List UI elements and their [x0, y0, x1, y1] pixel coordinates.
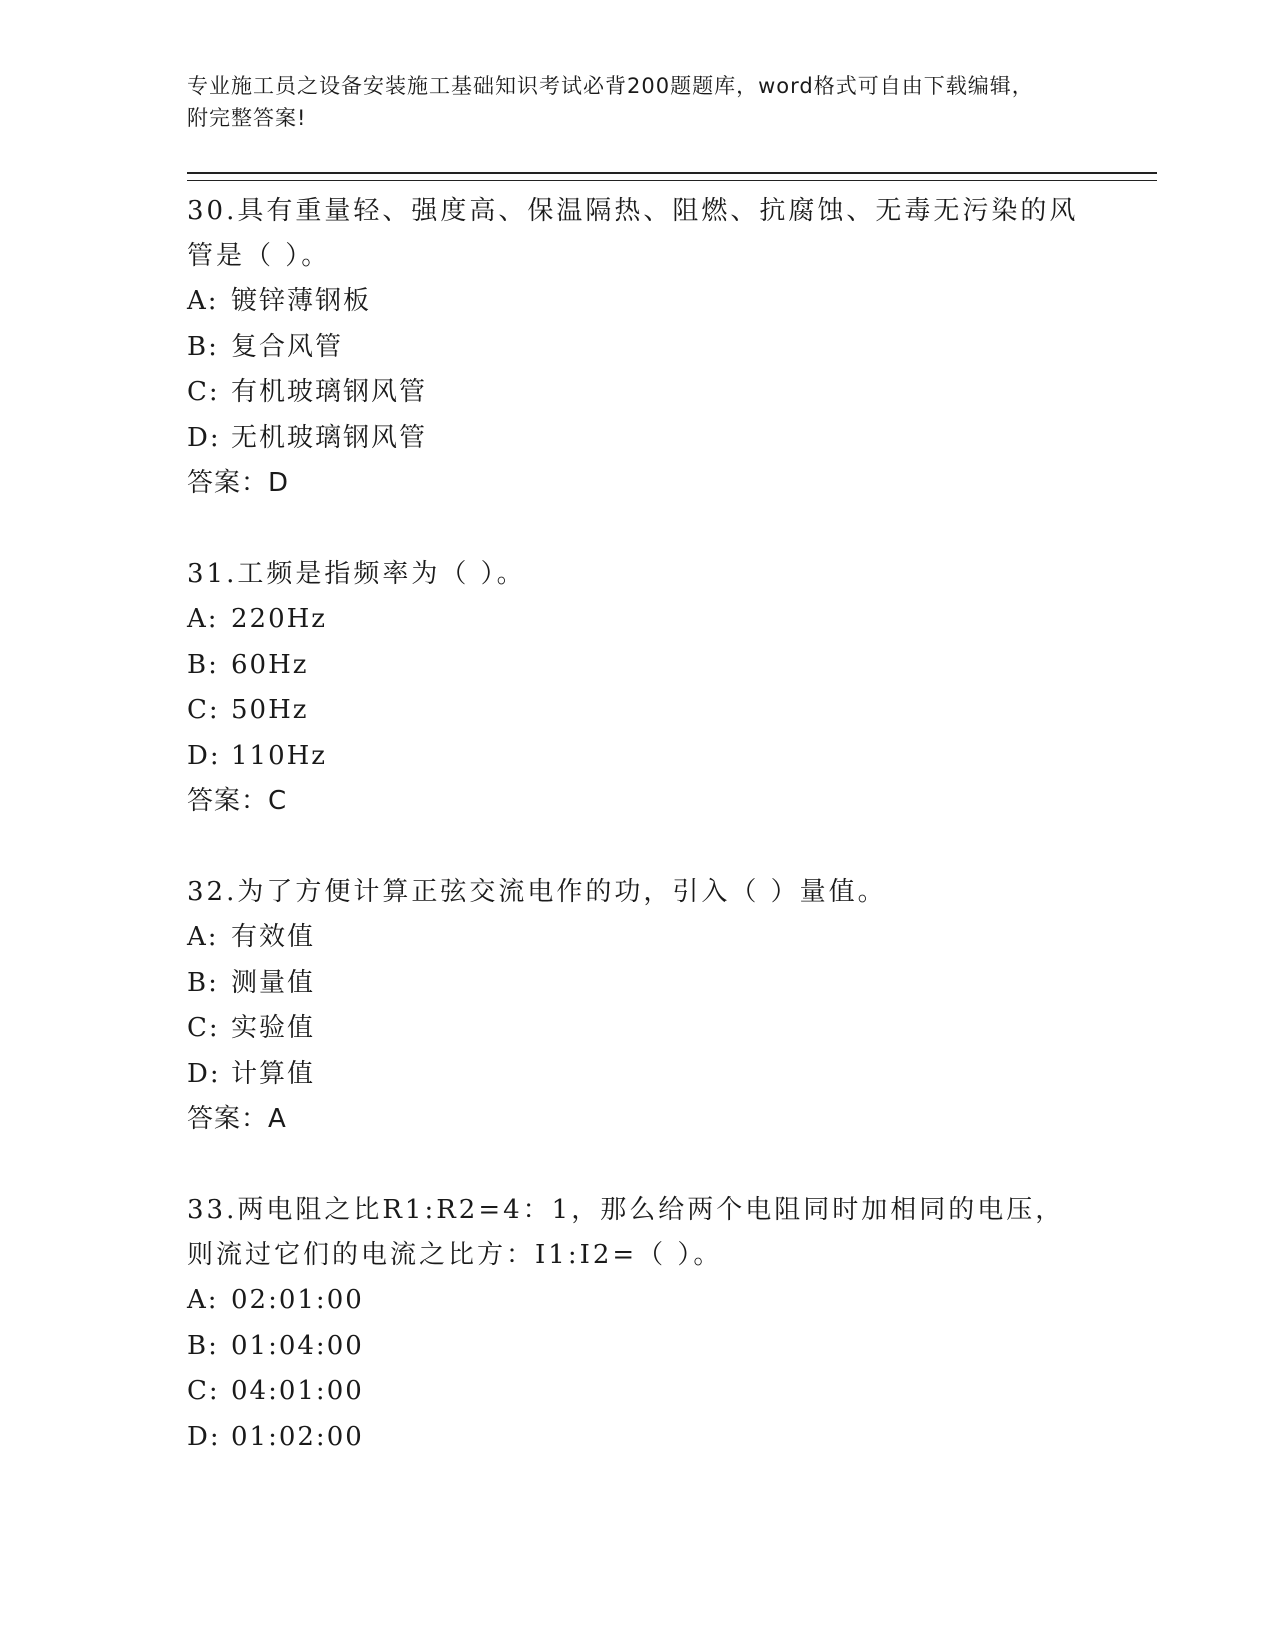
header-divider [187, 172, 1157, 181]
option-text: 220Hz [231, 604, 327, 634]
answer-line: 答案：C [187, 786, 288, 816]
option-key: D: [187, 422, 221, 453]
option-text: 镀锌薄钢板 [231, 286, 372, 316]
question-list [187, 189, 1157, 1460]
option-d [187, 1415, 1157, 1461]
option-a [187, 279, 1157, 325]
question-item [187, 552, 1157, 824]
option-text: 有效值 [231, 922, 316, 952]
option-key: A: [187, 604, 219, 634]
option-key: C: [187, 695, 220, 725]
question-stem: 33.两电阻之比R1:R2=4：1，那么给两个电阻同时加相同的电压，则流过它们的电流之比方：I1:I2=（ ）。 [187, 1195, 1065, 1270]
option-key: B: [187, 967, 219, 998]
option-c [187, 370, 1157, 416]
option-b [187, 325, 1157, 371]
option-text: 50Hz [231, 695, 309, 725]
document-title: 专业施工员之设备安装施工基础知识考试必背200题题库，word格式可自由下载编辑，附完整答案! [187, 74, 1034, 130]
option-text: 计算值 [231, 1058, 316, 1089]
answer-line: 答案：D [187, 468, 290, 498]
option-b [187, 961, 1157, 1007]
option-key: A: [187, 922, 219, 952]
option-a [187, 597, 1157, 643]
option-b [187, 1324, 1157, 1370]
option-c [187, 688, 1157, 734]
option-text: 02:01:00 [231, 1285, 364, 1315]
question-item [187, 1188, 1157, 1460]
option-d [187, 1052, 1157, 1098]
option-text: 110Hz [231, 740, 327, 771]
option-text: 60Hz [231, 649, 309, 680]
option-text: 有机玻璃钢风管 [231, 377, 428, 407]
option-text: 01:04:00 [231, 1330, 364, 1361]
option-key: B: [187, 649, 219, 680]
option-c [187, 1006, 1157, 1052]
option-key: D: [187, 740, 221, 771]
option-a [187, 915, 1157, 961]
option-text: 04:01:00 [231, 1376, 364, 1406]
option-text: 复合风管 [231, 331, 344, 362]
question-stem: 32.为了方便计算正弦交流电作的功，引入（ ）量值。 [187, 877, 887, 907]
option-d [187, 416, 1157, 462]
question-stem: 30.具有重量轻、强度高、保温隔热、阻燃、抗腐蚀、无毒无污染的风管是（ ）。 [187, 196, 1079, 271]
option-c [187, 1369, 1157, 1415]
option-text: 01:02:00 [231, 1421, 364, 1452]
option-d [187, 734, 1157, 780]
option-key: C: [187, 1013, 220, 1043]
document-page [187, 70, 1157, 1506]
answer-line: 答案：A [187, 1104, 287, 1134]
question-stem: 31.工频是指频率为（ ）。 [187, 559, 526, 589]
option-text: 实验值 [231, 1013, 316, 1043]
option-key: B: [187, 1330, 219, 1361]
option-key: C: [187, 1376, 220, 1406]
option-key: D: [187, 1058, 221, 1089]
question-item [187, 189, 1157, 506]
option-key: A: [187, 1285, 219, 1315]
option-text: 无机玻璃钢风管 [231, 422, 428, 453]
option-key: A: [187, 286, 219, 316]
option-key: C: [187, 377, 220, 407]
option-a [187, 1278, 1157, 1324]
option-b [187, 643, 1157, 689]
option-key: B: [187, 331, 219, 362]
option-text: 测量值 [231, 967, 316, 998]
question-item [187, 870, 1157, 1142]
option-key: D: [187, 1421, 221, 1452]
